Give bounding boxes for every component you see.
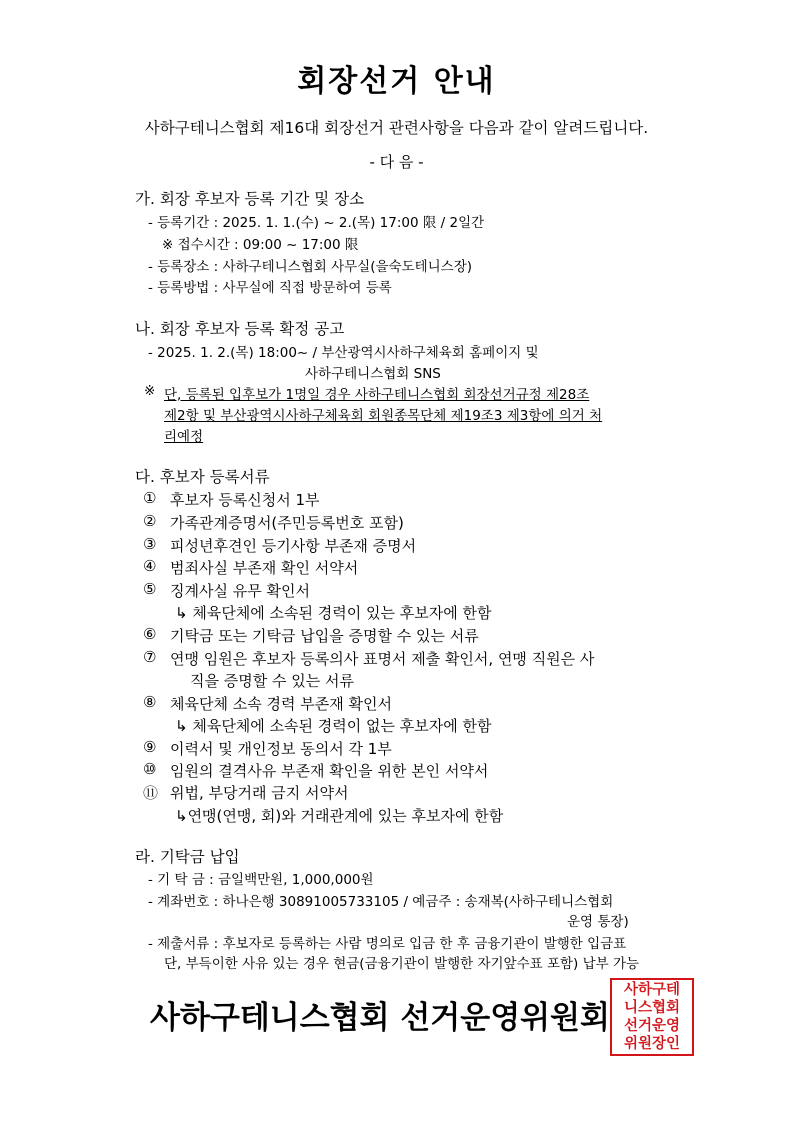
item-number: ⑨: [143, 738, 157, 756]
account-holder-cont: 운영 통장): [567, 914, 629, 930]
issuer-name: 사하구테니스협회 선거운영위원회: [150, 1000, 610, 1036]
intro-text: 사하구테니스협회 제16대 회장선거 관련사항을 다음과 같이 알려드립니다.: [144, 119, 649, 137]
note-mark: ※: [144, 383, 156, 399]
item-number: ②: [143, 512, 157, 530]
document-item: 임원의 결격사유 부존재 확인을 위한 본인 서약서: [170, 762, 489, 780]
item-number: ③: [143, 535, 157, 553]
document-item-cont: 직을 증명할 수 있는 서류: [190, 672, 354, 690]
note-text: 리예정: [164, 429, 204, 445]
document-item: 연맹 임원은 후보자 등록의사 표명서 제출 확인서, 연맹 직원은 사: [170, 650, 595, 668]
account-number: - 계좌번호 : 하나은행 30891005733105 / 예금주 : 송재복(사하구테니스협회: [148, 894, 614, 910]
official-seal-stamp: [610, 978, 694, 1056]
seal-text: 선거운영: [623, 1018, 681, 1034]
document-item: 징계사실 유무 확인서: [170, 582, 310, 600]
seal-text: 위원장인: [623, 1036, 681, 1052]
section-ra-heading: 라. 기탁금 납입: [135, 848, 240, 866]
item-number: ①: [143, 489, 157, 507]
document-item-note: ↳연맹(연맹, 회)와 거래관계에 있는 후보자에 한함: [175, 807, 504, 825]
document-item: 범죄사실 부존재 확인 서약서: [170, 559, 359, 577]
note-text: 제2항 및 부산광역시사하구체육회 회원종목단체 제19조3 제3항에 의거 처: [164, 408, 603, 424]
seal-text: 사하구테: [623, 982, 681, 998]
announcement-line: - 2025. 1. 2.(목) 18:00~ / 부산광역시사하구체육회 홈페이지 및: [148, 345, 539, 361]
document-item: 피성년후견인 등기사항 부존재 증명서: [170, 537, 417, 555]
note-text: 단, 등록된 입후보가 1명일 경우 사하구테니스협회 회장선거규정 제28조: [164, 387, 590, 403]
document-item: 후보자 등록신청서 1부: [170, 491, 320, 509]
registration-period: - 등록기간 : 2025. 1. 1.(수) ~ 2.(목) 17:00 限 / 2일간: [148, 215, 485, 231]
submission-docs-cont: 단, 부득이한 사유 있는 경우 현금(금융기관이 발행한 자기앞수표 포함) 납부 가능: [164, 956, 640, 972]
document-item: 가족관계증명서(주민등록번호 포함): [170, 514, 404, 532]
section-ga-heading: 가. 회장 후보자 등록 기간 및 장소: [135, 190, 365, 208]
document-item: 위법, 부당거래 금지 서약서: [170, 784, 349, 802]
document-item: 이력서 및 개인정보 동의서 각 1부: [170, 740, 392, 758]
registration-method: - 등록방법 : 사무실에 직접 방문하여 등록: [148, 280, 392, 296]
announcement-line-cont: 사하구테니스협회 SNS: [305, 366, 441, 382]
item-number: ④: [143, 557, 157, 575]
section-na-heading: 나. 회장 후보자 등록 확정 공고: [135, 320, 345, 338]
document-item-note: ↳ 체육단체에 소속된 경력이 있는 후보자에 한함: [175, 604, 492, 622]
item-number: ⑧: [143, 693, 157, 711]
seal-text: 니스협회: [623, 1000, 681, 1016]
document-item: 체육단체 소속 경력 부존재 확인서: [170, 695, 392, 713]
registration-place: - 등록장소 : 사하구테니스협회 사무실(을숙도테니스장): [148, 259, 473, 275]
document-item-note: ↳ 체육단체에 소속된 경력이 없는 후보자에 한함: [175, 717, 492, 735]
item-number: ⑤: [143, 580, 157, 598]
item-number: ⑩: [143, 760, 157, 778]
item-number: ⑪: [143, 784, 159, 802]
item-number: ⑦: [143, 648, 157, 666]
item-number: ⑥: [143, 625, 157, 643]
deposit-amount: - 기 탁 금 : 금일백만원, 1,000,000원: [148, 872, 374, 888]
document-item: 기탁금 또는 기탁금 납입을 증명할 수 있는 서류: [170, 627, 479, 645]
reception-hours: ※ 접수시간 : 09:00 ~ 17:00 限: [162, 237, 359, 253]
submission-docs: - 제출서류 : 후보자로 등록하는 사람 명의로 입금 한 후 금융기관이 발행한 입금표: [148, 936, 627, 952]
section-da-heading: 다. 후보자 등록서류: [135, 468, 270, 486]
dagum-separator: - 다 음 -: [369, 153, 424, 171]
page-title: 회장선거 안내: [297, 64, 496, 99]
